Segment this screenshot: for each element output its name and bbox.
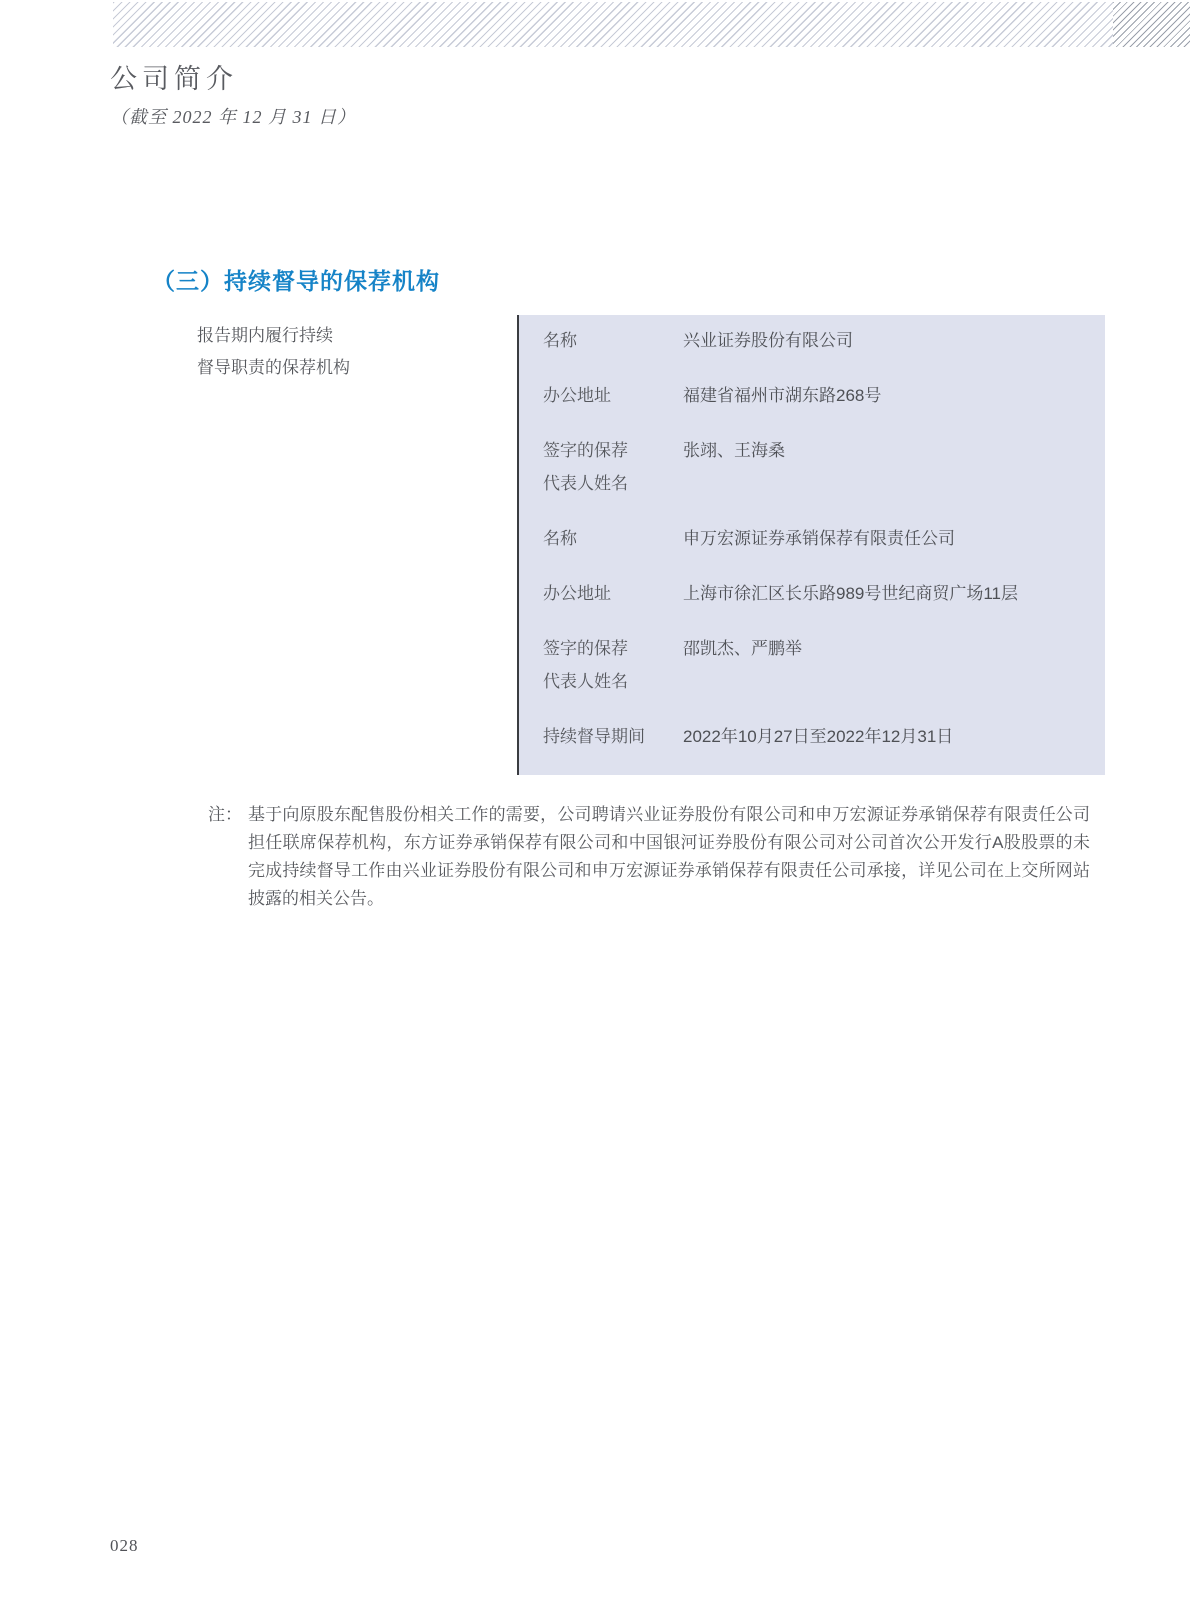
row-label [519, 577, 683, 610]
row-value: 福建省福州市湖东路268号 [683, 386, 882, 405]
table-row [519, 324, 1105, 357]
lead-text [197, 320, 350, 384]
table-row [519, 379, 1105, 412]
row-label [519, 720, 683, 753]
row-label-line-1: 名称 [543, 529, 577, 548]
table-row [519, 434, 1105, 500]
decorative-hatch-band [113, 2, 1190, 47]
row-value: 邵凯杰、严鹏举 [683, 639, 802, 658]
row-value: 2022年10月27日至2022年12月31日 [683, 727, 954, 746]
page-number: 028 [110, 1536, 139, 1555]
row-label [519, 522, 683, 555]
footnote [208, 801, 1090, 913]
footnote-label: 注： [208, 805, 242, 824]
row-value: 上海市徐汇区长乐路989号世纪商贸广场11层 [683, 584, 1019, 603]
row-label [519, 434, 683, 500]
row-label [519, 632, 683, 698]
row-label-line-1: 名称 [543, 331, 577, 350]
row-label-line-2: 代表人姓名 [543, 474, 628, 493]
row-label-line-1: 办公地址 [543, 386, 611, 405]
row-label-line-1: 签字的保荐 [543, 639, 628, 658]
page-title: 公司简介 [110, 64, 238, 94]
row-value: 申万宏源证券承销保荐有限责任公司 [683, 529, 955, 548]
footnote-text: 基于向原股东配售股份相关工作的需要，公司聘请兴业证券股份有限公司和申万宏源证券承销保荐有限责任公司担任联席保荐机构，东方证券承销保荐有限公司和中国银河证券股份有限公司对公司首次公开发行A股股票的未完成持续督导工作由兴业证券股份有限公司和申万宏源证券承销保荐有限责任公司承接，详见公司在上交所网站披露的相关公告。 [248, 805, 1090, 908]
row-label-line-2: 代表人姓名 [543, 672, 628, 691]
row-label [519, 324, 683, 357]
sponsor-info-table [517, 315, 1105, 775]
row-label-line-1: 签字的保荐 [543, 441, 628, 460]
decorative-hatch-corner [1113, 2, 1190, 47]
table-row [519, 632, 1105, 698]
row-label-line-1: 持续督导期间 [543, 727, 645, 746]
page-subtitle: （截至 2022 年 12 月 31 日） [110, 107, 356, 127]
table-row [519, 522, 1105, 555]
row-value: 张翊、王海桑 [683, 441, 785, 460]
section-heading: （三）持续督导的保荐机构 [152, 268, 440, 294]
row-value: 兴业证券股份有限公司 [683, 331, 853, 350]
lead-line-2: 督导职责的保荐机构 [197, 358, 350, 377]
row-label [519, 379, 683, 412]
document-header [110, 57, 356, 129]
lead-line-1: 报告期内履行持续 [197, 326, 333, 345]
table-row [519, 720, 1105, 753]
table-row [519, 577, 1105, 610]
row-label-line-1: 办公地址 [543, 584, 611, 603]
